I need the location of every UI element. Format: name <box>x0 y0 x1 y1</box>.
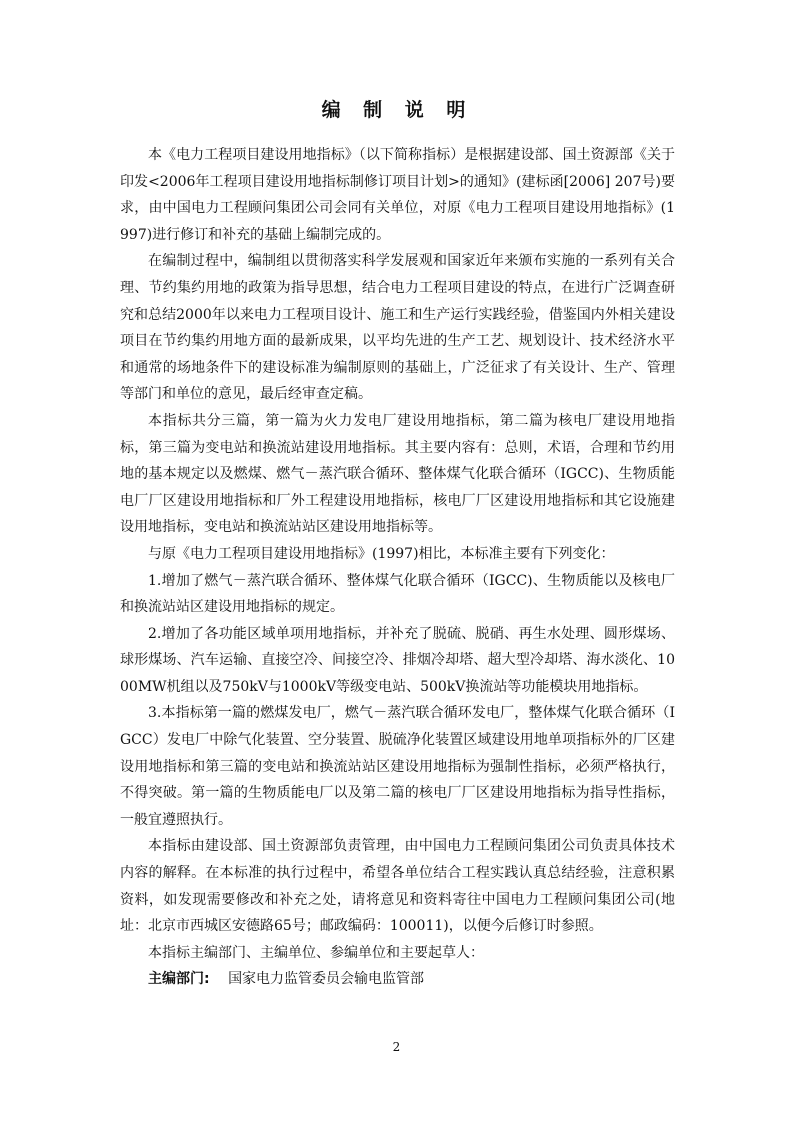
paragraph-process: 在编制过程中，编制组以贯彻落实科学发展观和国家近年来颁布实施的一系列有关合理、节约集约用地的政策为指导思想，结合电力工程项目建设的特点，在进行广泛调查研究和总结2000年以来电力工程项目设计、施工和生产运行实践经验，借鉴国内外相关建设项目在节约集约用地方面的最新成果，以平均先进的生产工艺、规划设计、技术经济水平和通常的场地条件下的建设标准为编制原则的基础上，广泛征求了有关设计、生产、管理等部门和单位的意见，最后经审查定稿。 <box>120 253 675 403</box>
paragraph-change-2: 2.增加了各功能区域单项用地指标，并补充了脱硫、脱硝、再生水处理、圆形煤场、球形煤场、汽车运输、直接空冷、间接空冷、排烟冷却塔、超大型冷却塔、海水淡化、1000MW机组以及750kV与1000kV等级变电站、500kV换流站等功能模块用地指标。 <box>120 625 675 695</box>
paragraph-management: 本指标由建设部、国土资源部负责管理，由中国电力工程顾问集团公司负责具体技术内容的解释。在本标准的执行过程中，希望各单位结合工程实践认真总结经验，注意积累资料，如发现需要修改和补充之处，请将意见和资料寄往中国电力工程顾问集团公司(地址：北京市西城区安德路65号；邮政编码：100011)，以便今后修订时参照。 <box>120 838 675 935</box>
paragraph-change-1: 1.增加了燃气－蒸汽联合循环、整体煤气化联合循环（IGCC)、生物质能以及核电厂和换流站站区建设用地指标的规定。 <box>120 572 675 616</box>
paragraph-changes-intro: 与原《电力工程项目建设用地指标》(1997)相比，本标准主要有下列变化： <box>148 545 615 562</box>
paragraph-contributors: 本指标主编部门、主编单位、参编单位和主要起草人： <box>148 944 484 961</box>
chief-editor-label: 主编部门: <box>148 971 210 988</box>
document-page <box>120 96 675 993</box>
paragraph-structure: 本指标共分三篇，第一篇为火力发电厂建设用地指标，第二篇为核电厂建设用地指标，第三篇为变电站和换流站建设用地指标。其主要内容有：总则，术语，合理和节约用地的基本规定以及燃煤、燃气－蒸汽联合循环、整体煤气化联合循环（IGCC)、生物质能电厂厂区建设用地指标和厂外工程建设用地指标，核电厂厂区建设用地指标和其它设施建设用地指标，变电站和换流站站区建设用地指标等。 <box>120 412 675 536</box>
chief-editor-line <box>120 966 675 993</box>
paragraph-intro: 本《电力工程项目建设用地指标》（以下简称指标）是根据建设部、国土资源部《关于印发<2006年工程项目建设用地指标制修订项目计划>的通知》(建标函[2006] 207号)要求，由中国电力工程顾问集团公司会同有关单位，对原《电力工程项目建设用地指标》(1997)进行修订和补充的基础上编制完成的。 <box>120 147 675 243</box>
document-title: 编 制 说 明 <box>321 99 474 121</box>
page-number: 2 <box>392 1040 401 1054</box>
chief-editor-value: 国家电力监管委员会输电监管部 <box>228 971 425 988</box>
paragraph-change-3: 3.本指标第一篇的燃煤发电厂，燃气－蒸汽联合循环发电厂，整体煤气化联合循环（IGCC）发电厂中除气化装置、空分装置、脱硫净化装置区域建设用地单项指标外的厂区建设用地指标和第三篇的变电站和换流站站区建设用地指标为强制性指标，必须严格执行，不得突破。第一篇的生物质能电厂以及第二篇的核电厂厂区建设用地指标为指导性指标，一般宜遵照执行。 <box>120 705 675 828</box>
